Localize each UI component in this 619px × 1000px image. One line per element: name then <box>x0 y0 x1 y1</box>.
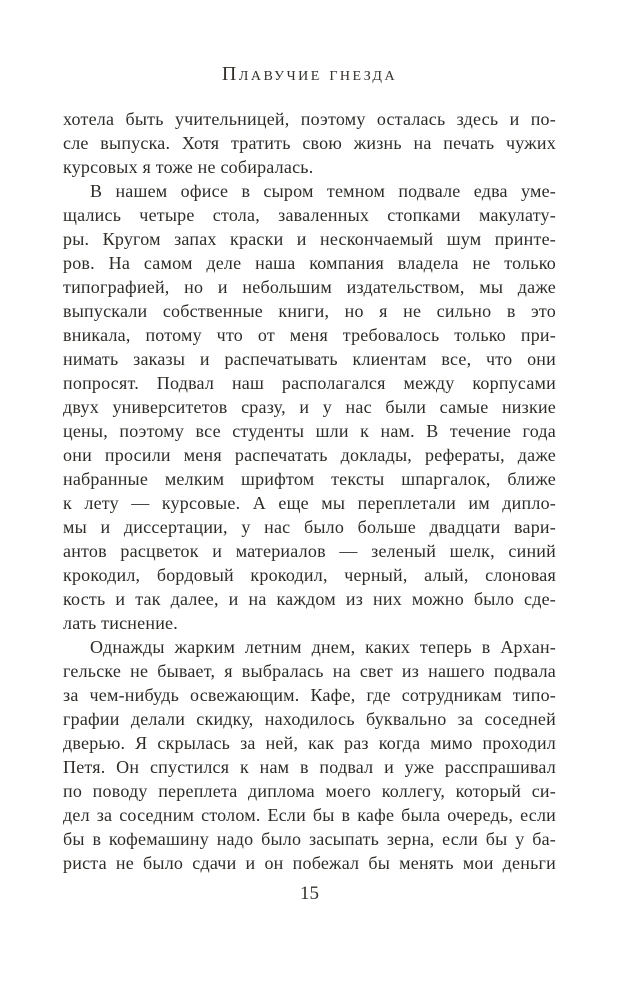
text-line: типографией, но и небольшим издательством, мы даже <box>63 277 556 297</box>
text-line: нимать заказы и распечатывать клиентам все, что они <box>63 349 556 369</box>
text-line: ров. На самом деле наша компания владела не только <box>63 253 556 273</box>
text-line: за чем-нибудь освежающим. Кафе, где сотрудникам типо- <box>63 685 556 705</box>
text-line: сле выпуска. Хотя тратить свою жизнь на печать чужих <box>63 133 556 153</box>
text-line: попросят. Подвал наш располагался между корпусами <box>63 373 556 393</box>
text-line: набранные мелким шрифтом тексты шпаргалок, ближе <box>63 469 556 489</box>
page-body <box>63 107 556 875</box>
text-line: хотела быть учительницей, поэтому осталась здесь и по- <box>63 109 556 129</box>
text-line: выпускали собственные книги, но я не сильно в это <box>63 301 556 321</box>
text-line: по поводу переплета диплома моего коллегу, который си- <box>63 781 556 801</box>
text-line: графии делали скидку, находилось буквально за соседней <box>63 709 556 729</box>
text-line: к лету — курсовые. А еще мы переплетали им дипло- <box>63 493 556 513</box>
text-line: Петя. Он спустился к нам в подвал и уже расспрашивал <box>63 757 556 777</box>
page-number: 15 <box>300 883 319 904</box>
text-line: В нашем офисе в сыром темном подвале едва уме- <box>90 181 556 201</box>
text-line: кость и так далее, и на каждом из них можно было сде- <box>63 589 556 609</box>
text-line: курсовых я тоже не собиралась. <box>63 157 314 177</box>
text-line: Однажды жарким летним днем, каких теперь в Архан- <box>90 637 556 657</box>
text-line: вникала, потому что от меня требовалось только при- <box>63 325 556 345</box>
text-line: щались четыре стола, заваленных стопками макулату- <box>63 205 556 225</box>
text-line: риста не было сдачи и он побежал бы менять мои деньги <box>63 853 556 873</box>
text-line: антов расцветок и материалов — зеленый шелк, синий <box>63 541 556 561</box>
text-line: дел за соседним столом. Если бы в кафе была очередь, если <box>63 805 556 825</box>
text-line: дверью. Я скрылась за ней, как раз когда мимо проходил <box>63 733 556 753</box>
text-line: крокодил, бордовый крокодил, черный, алый, слоновая <box>63 565 556 585</box>
text-line: гельске не бывает, я выбралась на свет из нашего подвала <box>63 661 556 681</box>
text-line: цены, поэтому все студенты шли к нам. В течение года <box>63 421 556 441</box>
text-line: мы и диссертации, у нас было больше двадцати вари- <box>63 517 556 537</box>
text-line: бы в кофемашину надо было засыпать зерна, если бы у ба- <box>63 829 556 849</box>
text-line: лать тиснение. <box>63 613 178 633</box>
text-line: они просили меня распечатать доклады, рефераты, даже <box>63 445 556 465</box>
text-line: ры. Кругом запах краски и нескончаемый шум принте- <box>63 229 556 249</box>
running-header: Плавучие гнезда <box>221 63 398 85</box>
text-line: двух университетов сразу, и у нас были самые низкие <box>63 397 556 417</box>
